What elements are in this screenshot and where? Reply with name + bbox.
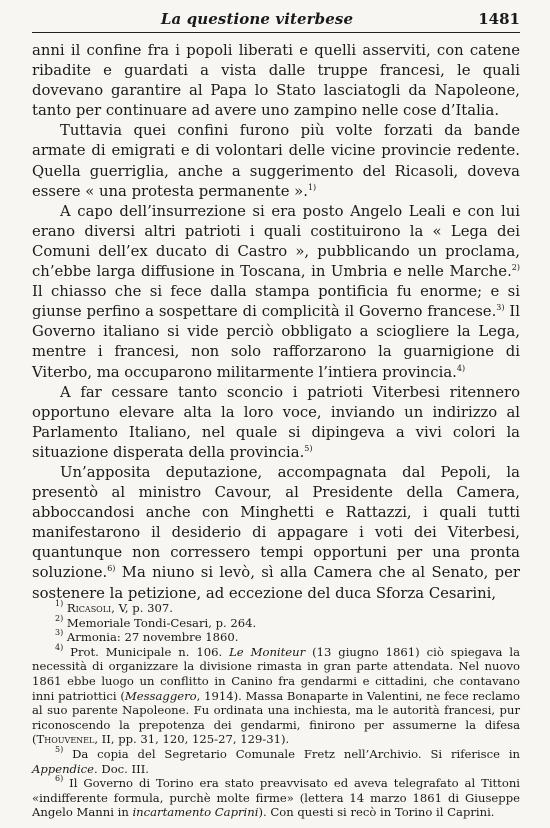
footnote-4-text-d: , II, pp. 31, 120, 125-27, 129-31). [94, 732, 290, 747]
footnote-ref-6[interactable]: 6) [107, 564, 116, 574]
footnote-4-author: Thouvenel [36, 732, 95, 747]
footnote-4-italic-a: Le Moniteur [229, 644, 306, 659]
footnote-4-text-b: (13 giugno 1861) ciò spiegava la necessità di organizzare la divisione rimasta in gran parte attendata. Nel nuovo 1861 ebbe luogo un conflitto in Canino fra gendarmi e cittadini, che contavano inni patriottici ( [32, 644, 521, 703]
footnote-5 [32, 744, 520, 776]
page-header [32, 6, 520, 33]
running-title: La questione viterbese [160, 10, 354, 28]
footnote-4-text-a: Prot. Municipale n. 106. [70, 644, 230, 659]
footnote-5-text-a: Da copia del Segretario Comunale Fretz nell’Archivio. Si riferisce in [72, 746, 520, 761]
footnote-ref-1[interactable]: 1) [307, 182, 317, 192]
footnote-1-author: Ricasoli [66, 601, 112, 615]
footnote-3 [32, 630, 520, 645]
paragraph-3-text-c: Il Governo italiano si vide perciò obbligato a sciogliere la Lega, mentre i francesi, non solo rafforzarono la guarnigione di Viterbo, ma occuparono militarmente l’intiera provincia. [32, 303, 520, 381]
footnote-ref-5[interactable]: 5) [304, 443, 313, 453]
footnote-6-italic: incartamento Caprini [132, 805, 259, 820]
footnote-4 [32, 642, 521, 747]
main-text [32, 41, 520, 604]
paragraph-4-text: A far cessare tanto sconcio i patrioti Viterbesi ritennero opportuno elevare alta la loro voce, inviando un indirizzo al Parlamento Italiano, nel quale si dipingeva a vivi colori la situazione disperata della provincia. [32, 383, 520, 461]
footnote-4-italic-b: Messaggero [124, 688, 197, 703]
footnote-mark-5: 5) [55, 744, 64, 754]
footnote-mark-4: 4) [55, 642, 64, 652]
footnote-1-text: , V, p. 307. [111, 601, 173, 615]
paragraph-1: anni il confine fra i popoli liberati e quelli asserviti, con catene ribadite e guardati a vista dalle truppe francesi, le quali dovevano garantire al Papa lo Stato lasciatogli da Napoleone, tanto per continuare ad avere uno zampino nelle cose d’Italia. [32, 42, 520, 120]
footnote-2 [32, 613, 520, 631]
paragraph-5-text-b: Ma niuno si levò, sì alla Camera che al Senato, per sostenere la petizione, ad eccezione del duca Sforza Cesarini, [32, 564, 520, 602]
footnote-5-text-b: . Doc. III. [94, 761, 149, 776]
footnote-6-text-b: ). Con questi si recò in Torino il Caprini. [258, 805, 495, 820]
paragraph-3-text-b: Il chiasso che si fece dalla stampa pontificia fu enorme; e si giunse perfino a sospettare di complicità il Governo francese. [32, 283, 520, 321]
paragraph-5-text-a: Un’apposita deputazione, accompagnata dal Pepoli, la presentò al ministro Cavour, al Presidente della Camera, abboccandosi anche con Minghetti e Rattazzi, i quali tutti manifestarono il desiderio di appagare i voti dei Viterbesi, quantunque non corressero tempi opportuni per una pronta soluzione. [32, 463, 520, 582]
footnote-ref-3[interactable]: 3) [496, 303, 505, 313]
footnote-ref-2[interactable]: 2) [511, 263, 520, 273]
footnote-3-text: Armonia: 27 novembre 1860. [66, 630, 239, 645]
footnote-6-text-a: Il Governo di Torino era stato preavvisato ed aveva telegrafato al Tittoni «indifferente formula, purchè molte firme» (lettera 14 marzo 1861 di Giuseppe Angelo Manni in [32, 776, 521, 820]
paragraph-3 [32, 202, 520, 383]
footnote-mark-3: 3) [55, 628, 64, 638]
footnote-mark-6: 6) [55, 774, 64, 784]
paragraph-3-text-a: A capo dell’insurrezione si era posto Angelo Leali e con lui erano diversi altri patrioti i quali costituirono la « Lega dei Comuni dell’ex ducato di Castro », pubblicando un proclama, ch’ebbe larga diffusione in Toscana, in Umbria e nelle Marche. [32, 202, 520, 281]
paragraph-2-text: Tuttavia quei confini furono più volte forzati da bande armate di emigrati e di volontari delle vicine provincie redente. Quella guerriglia, anche a suggerimento del Ricasoli, doveva essere « una protesta permanente ». [32, 122, 520, 200]
footnotes [32, 601, 520, 820]
paragraph-5 [32, 463, 520, 604]
paragraph-2 [32, 121, 520, 201]
footnote-4-text-c: , 1914). Massa Bonaparte in Valentini, ne fece reclamo al suo parente Napoleone. Fu ordinata una inchiesta, ma le autorità francesi, pur riconoscendo la prepotenza dei gendarmi, finirono per assumerne la difesa ( [32, 688, 520, 747]
footnote-ref-4[interactable]: 4) [456, 363, 466, 373]
page-number: 1481 [478, 10, 520, 28]
footnote-2-text: Memoriale Tondi-Cesari, p. 264. [66, 615, 257, 630]
footnote-1 [32, 601, 520, 616]
footnote-mark-2: 2) [55, 613, 64, 623]
footnote-6 [32, 776, 520, 820]
footnote-mark-1: 1) [55, 599, 64, 608]
footnote-5-italic: Appendice [32, 761, 95, 776]
paragraph-4 [32, 383, 520, 463]
